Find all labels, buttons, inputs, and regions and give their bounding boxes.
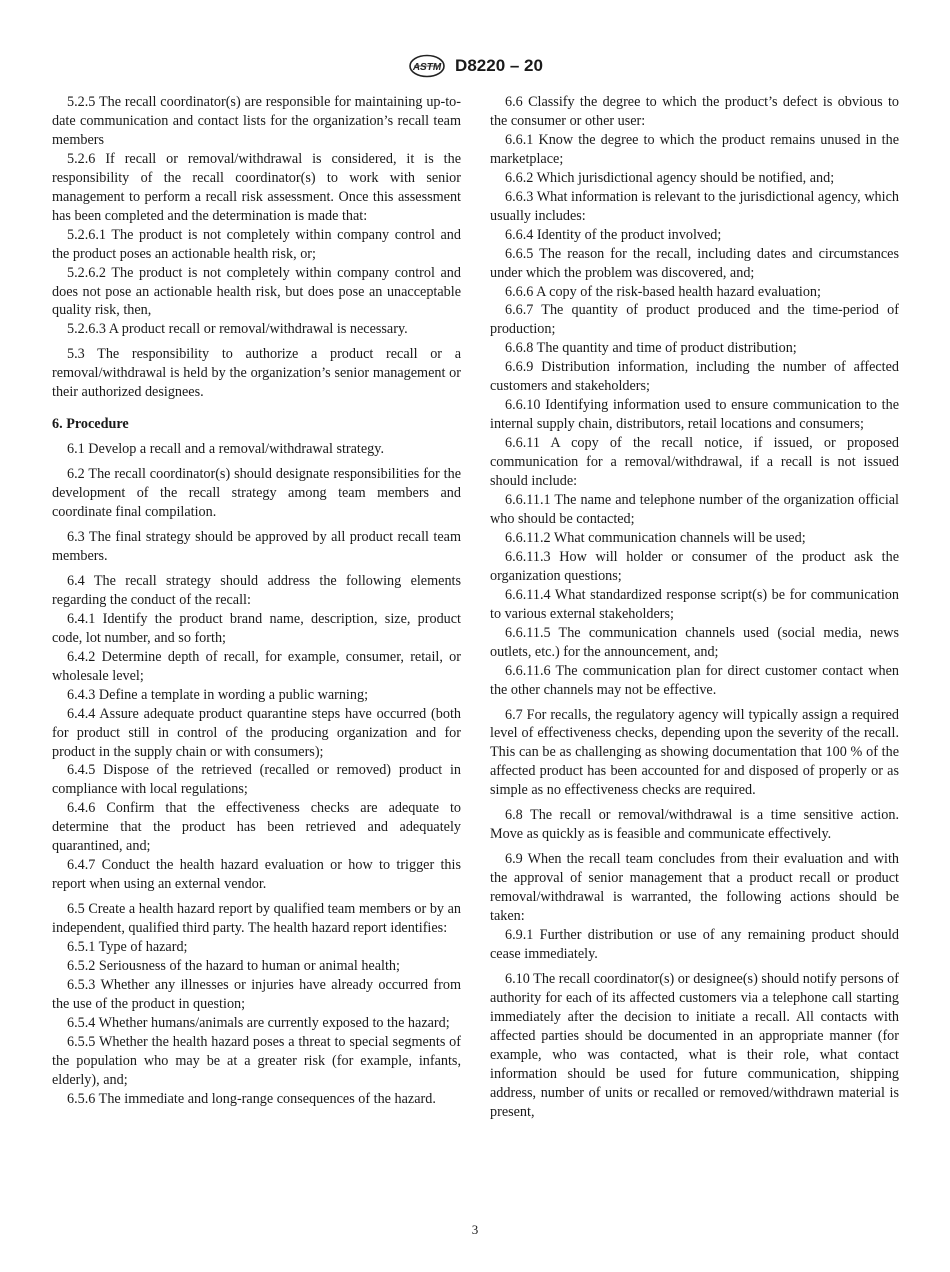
clause-6-5-6: 6.5.6 The immediate and long-range consequences of the hazard. (67, 1090, 436, 1107)
clause-6-6-11-4: 6.6.11.4 What standardized response script(s) be for communication to various external stakeholders; (490, 586, 899, 622)
clause-5-3: 5.3 The responsibility to authorize a product recall or a removal/withdrawal is held by the organization’s senior management or their authorized designees. (52, 346, 461, 401)
clause-6-4-3: 6.4.3 Define a template in wording a public warning; (67, 686, 369, 703)
clause-6-4-2: 6.4.2 Determine depth of recall, for example, consumer, retail, or wholesale level; (52, 648, 461, 684)
clause-6-9-1: 6.9.1 Further distribution or use of any remaining product should cease immediately. (490, 926, 899, 962)
clause-6-9: 6.9 When the recall team concludes from their evaluation and with the approval of senior management that a product recall or product removal/withdrawal is warranted, the following actions should be taken: (490, 851, 899, 925)
page-header (0, 54, 950, 84)
clause-6-4-4: 6.4.4 Assure adequate product quarantine steps have occurred (both for product still in control of the producing organization and for product in the supply chain or with consumers); (52, 705, 461, 760)
clause-6-2: 6.2 The recall coordinator(s) should designate responsibilities for the development of the recall strategy among team members and coordinate final compilation. (52, 466, 461, 521)
clause-6-6-2: 6.6.2 Which jurisdictional agency should be notified, and; (505, 169, 835, 186)
clause-6-10: 6.10 The recall coordinator(s) or designee(s) should notify persons of authority for each of its affected customers via a telephone call starting immediately after the decision to initiate a recall. All contacts with affected parties should be documented in an appropriate manner (for example, who was contacted, what is their role, what contact information should be used for future communication, shipping address, number of units or recalled or removed/withdrawn material is present, (490, 970, 899, 1120)
clause-6-6-11-2: 6.6.11.2 What communication channels will be used; (505, 529, 806, 546)
clause-6-6-10: 6.6.10 Identifying information used to ensure communication to the internal supply chain, distributors, retail locations and consumers; (490, 397, 899, 433)
clause-6-5-1: 6.5.1 Type of hazard; (67, 939, 188, 956)
clause-6-6-4: 6.6.4 Identity of the product involved; (505, 226, 722, 243)
right-column (490, 93, 899, 1122)
standard-designation: D8220 – 20 (455, 56, 543, 75)
clause-6-5-4: 6.5.4 Whether humans/animals are currently exposed to the hazard; (67, 1014, 450, 1031)
clause-6-6-1: 6.6.1 Know the degree to which the product remains unused in the marketplace; (490, 131, 899, 167)
clause-6-5-2: 6.5.2 Seriousness of the hazard to human or animal health; (67, 957, 400, 974)
clause-5-2-6-2: 5.2.6.2 The product is not completely within company control and does not pose an actionable health risk, but does pose an unacceptable quality risk, then, (52, 264, 461, 319)
clause-6-6-11: 6.6.11 A copy of the recall notice, if issued, or proposed communication for a removal/withdrawal, if a recall is not issued should include: (490, 435, 899, 490)
clause-6-6-11-3: 6.6.11.3 How will holder or consumer of the product ask the organization questions; (490, 548, 899, 584)
clause-6-6-6: 6.6.6 A copy of the risk-based health hazard evaluation; (505, 283, 821, 300)
clause-6-6-11-6: 6.6.11.6 The communication plan for direct customer contact when the other channels may not be effective. (490, 662, 899, 698)
clause-6-4-5: 6.4.5 Dispose of the retrieved (recalled or removed) product in compliance with local regulations; (52, 762, 461, 798)
clause-6-5: 6.5 Create a health hazard report by qualified team members or by an independent, qualified third party. The health hazard report identifies: (52, 901, 461, 937)
clause-6-6: 6.6 Classify the degree to which the product’s defect is obvious to the consumer or other user: (490, 94, 899, 129)
clause-6-6-11-1: 6.6.11.1 The name and telephone number of the organization official who should be contacted; (490, 492, 899, 527)
section-heading-procedure: 6. Procedure (52, 416, 129, 433)
clause-5-2-6-3: 5.2.6.3 A product recall or removal/withdrawal is necessary. (67, 321, 408, 338)
clause-6-4: 6.4 The recall strategy should address the following elements regarding the conduct of the recall: (52, 572, 461, 608)
clause-6-6-8: 6.6.8 The quantity and time of product distribution; (505, 340, 797, 357)
clause-6-6-9: 6.6.9 Distribution information, including the number of affected customers and stakeholders; (490, 359, 899, 395)
clause-6-5-3: 6.5.3 Whether any illnesses or injuries have already occurred from the use of the product in question; (52, 976, 461, 1012)
astm-logo-icon (407, 54, 447, 78)
clause-6-6-11-5: 6.6.11.5 The communication channels used (social media, news outlets, etc.) for the announcement, and; (490, 624, 899, 660)
clause-5-2-5: 5.2.5 The recall coordinator(s) are responsible for maintaining up-to-date communication and contact lists for the organization’s recall team members (52, 94, 461, 148)
clause-6-4-1: 6.4.1 Identify the product brand name, description, size, product code, lot number, and so forth; (52, 610, 461, 646)
svg-text:ASTM: ASTM (412, 62, 442, 73)
clause-6-8: 6.8 The recall or removal/withdrawal is a time sensitive action. Move as quickly as is feasible and communicate effectively. (490, 807, 899, 843)
clause-6-4-6: 6.4.6 Confirm that the effectiveness checks are adequate to determine that the product has been retrieved and adequately quarantined, and; (52, 800, 461, 855)
clause-5-2-6-1: 5.2.6.1 The product is not completely within company control and the product poses an actionable health risk, or; (52, 226, 461, 262)
left-column (52, 93, 461, 1109)
clause-6-6-7: 6.6.7 The quantity of product produced and the time-period of production; (490, 302, 899, 338)
clause-6-6-5: 6.6.5 The reason for the recall, including dates and circumstances under which the problem was discovered, and; (490, 245, 899, 281)
clause-5-2-6: 5.2.6 If recall or removal/withdrawal is considered, it is the responsibility of the recall coordinator(s) to work with senior management to perform a recall risk assessment. Once this assessment has been completed and the determination is made that: (52, 150, 461, 224)
clause-6-4-7: 6.4.7 Conduct the health hazard evaluation or how to trigger this report when using an external vendor. (52, 857, 461, 893)
clause-6-1: 6.1 Develop a recall and a removal/withdrawal strategy. (67, 441, 384, 458)
clause-6-6-3: 6.6.3 What information is relevant to the jurisdictional agency, which usually includes: (490, 188, 899, 224)
clause-6-5-5: 6.5.5 Whether the health hazard poses a threat to special segments of the population who may be at a greater risk (for example, infants, elderly), and; (52, 1033, 461, 1088)
page-number: 3 (471, 1222, 479, 1237)
clause-6-7: 6.7 For recalls, the regulatory agency will typically assign a required level of effectiveness checks, depending upon the severity of the recall. This can be as challenging as showing documentation that 100 % of the affected product has been accounted for and disposed of properly or as simple as no effectiveness checks are required. (490, 706, 899, 799)
clause-6-3: 6.3 The final strategy should be approved by all product recall team members. (52, 529, 461, 564)
